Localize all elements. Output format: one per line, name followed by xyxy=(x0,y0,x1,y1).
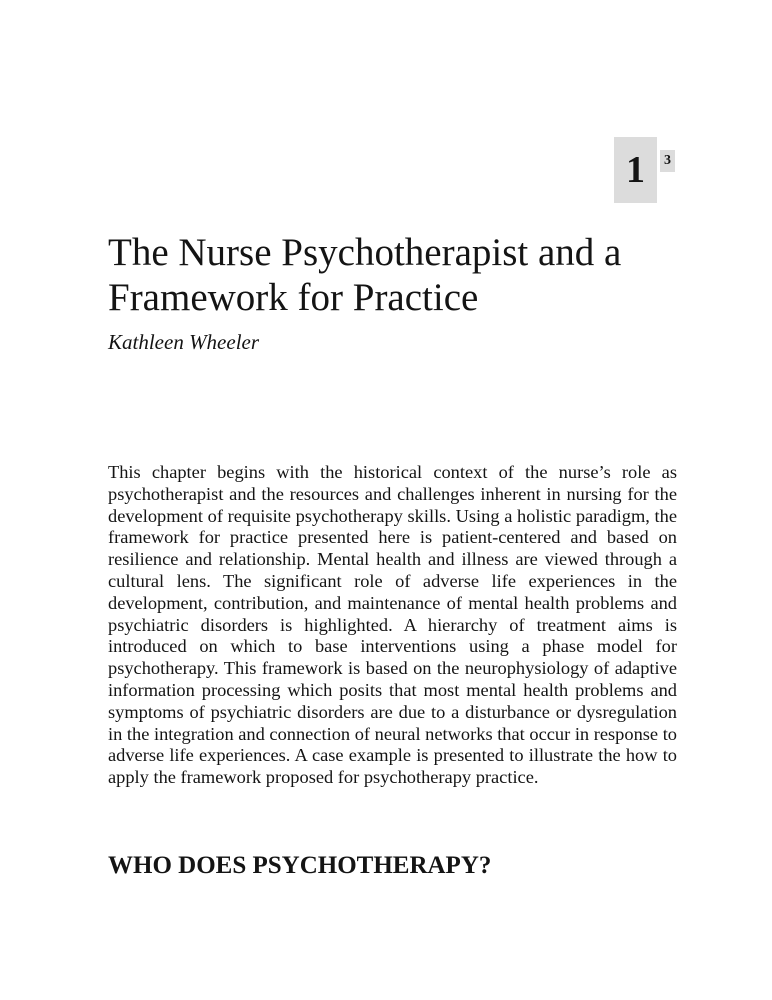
page-number-box xyxy=(660,150,675,172)
chapter-number-box xyxy=(614,137,657,203)
section-heading: WHO DOES PSYCHOTHERAPY? xyxy=(108,852,492,879)
chapter-title: The Nurse Psychotherapist and a Framework for Practice xyxy=(108,231,622,319)
chapter-number: 1 xyxy=(626,149,645,191)
page-number: 3 xyxy=(664,153,671,168)
chapter-author: Kathleen Wheeler xyxy=(108,330,260,354)
chapter-abstract: This chapter begins with the historical context of the nurse’s role as psychotherapist and the resources and challenges inherent in nursing for the development of requisite psychotherapy skills. Using a holistic paradigm, the framework for practice presented here is patient-centered and based on resilience and relationship. Mental health and illness are viewed through a cultural lens. The significant role of adverse life experiences in the development, contribution, and maintenance of mental health problems and psychiatric disorders is highlighted. A hierarchy of treatment aims is introduced on which to base interventions using a phase model for psychotherapy. This framework is based on the neurophysiology of adaptive information processing which posits that most mental health problems and symptoms of psychiatric disorders are due to a disturbance or dysregulation in the integration and connection of neural networks that occur in response to adverse life experiences. A case example is presented to illustrate the how to apply the framework proposed for psychotherapy practice. xyxy=(108,462,677,788)
